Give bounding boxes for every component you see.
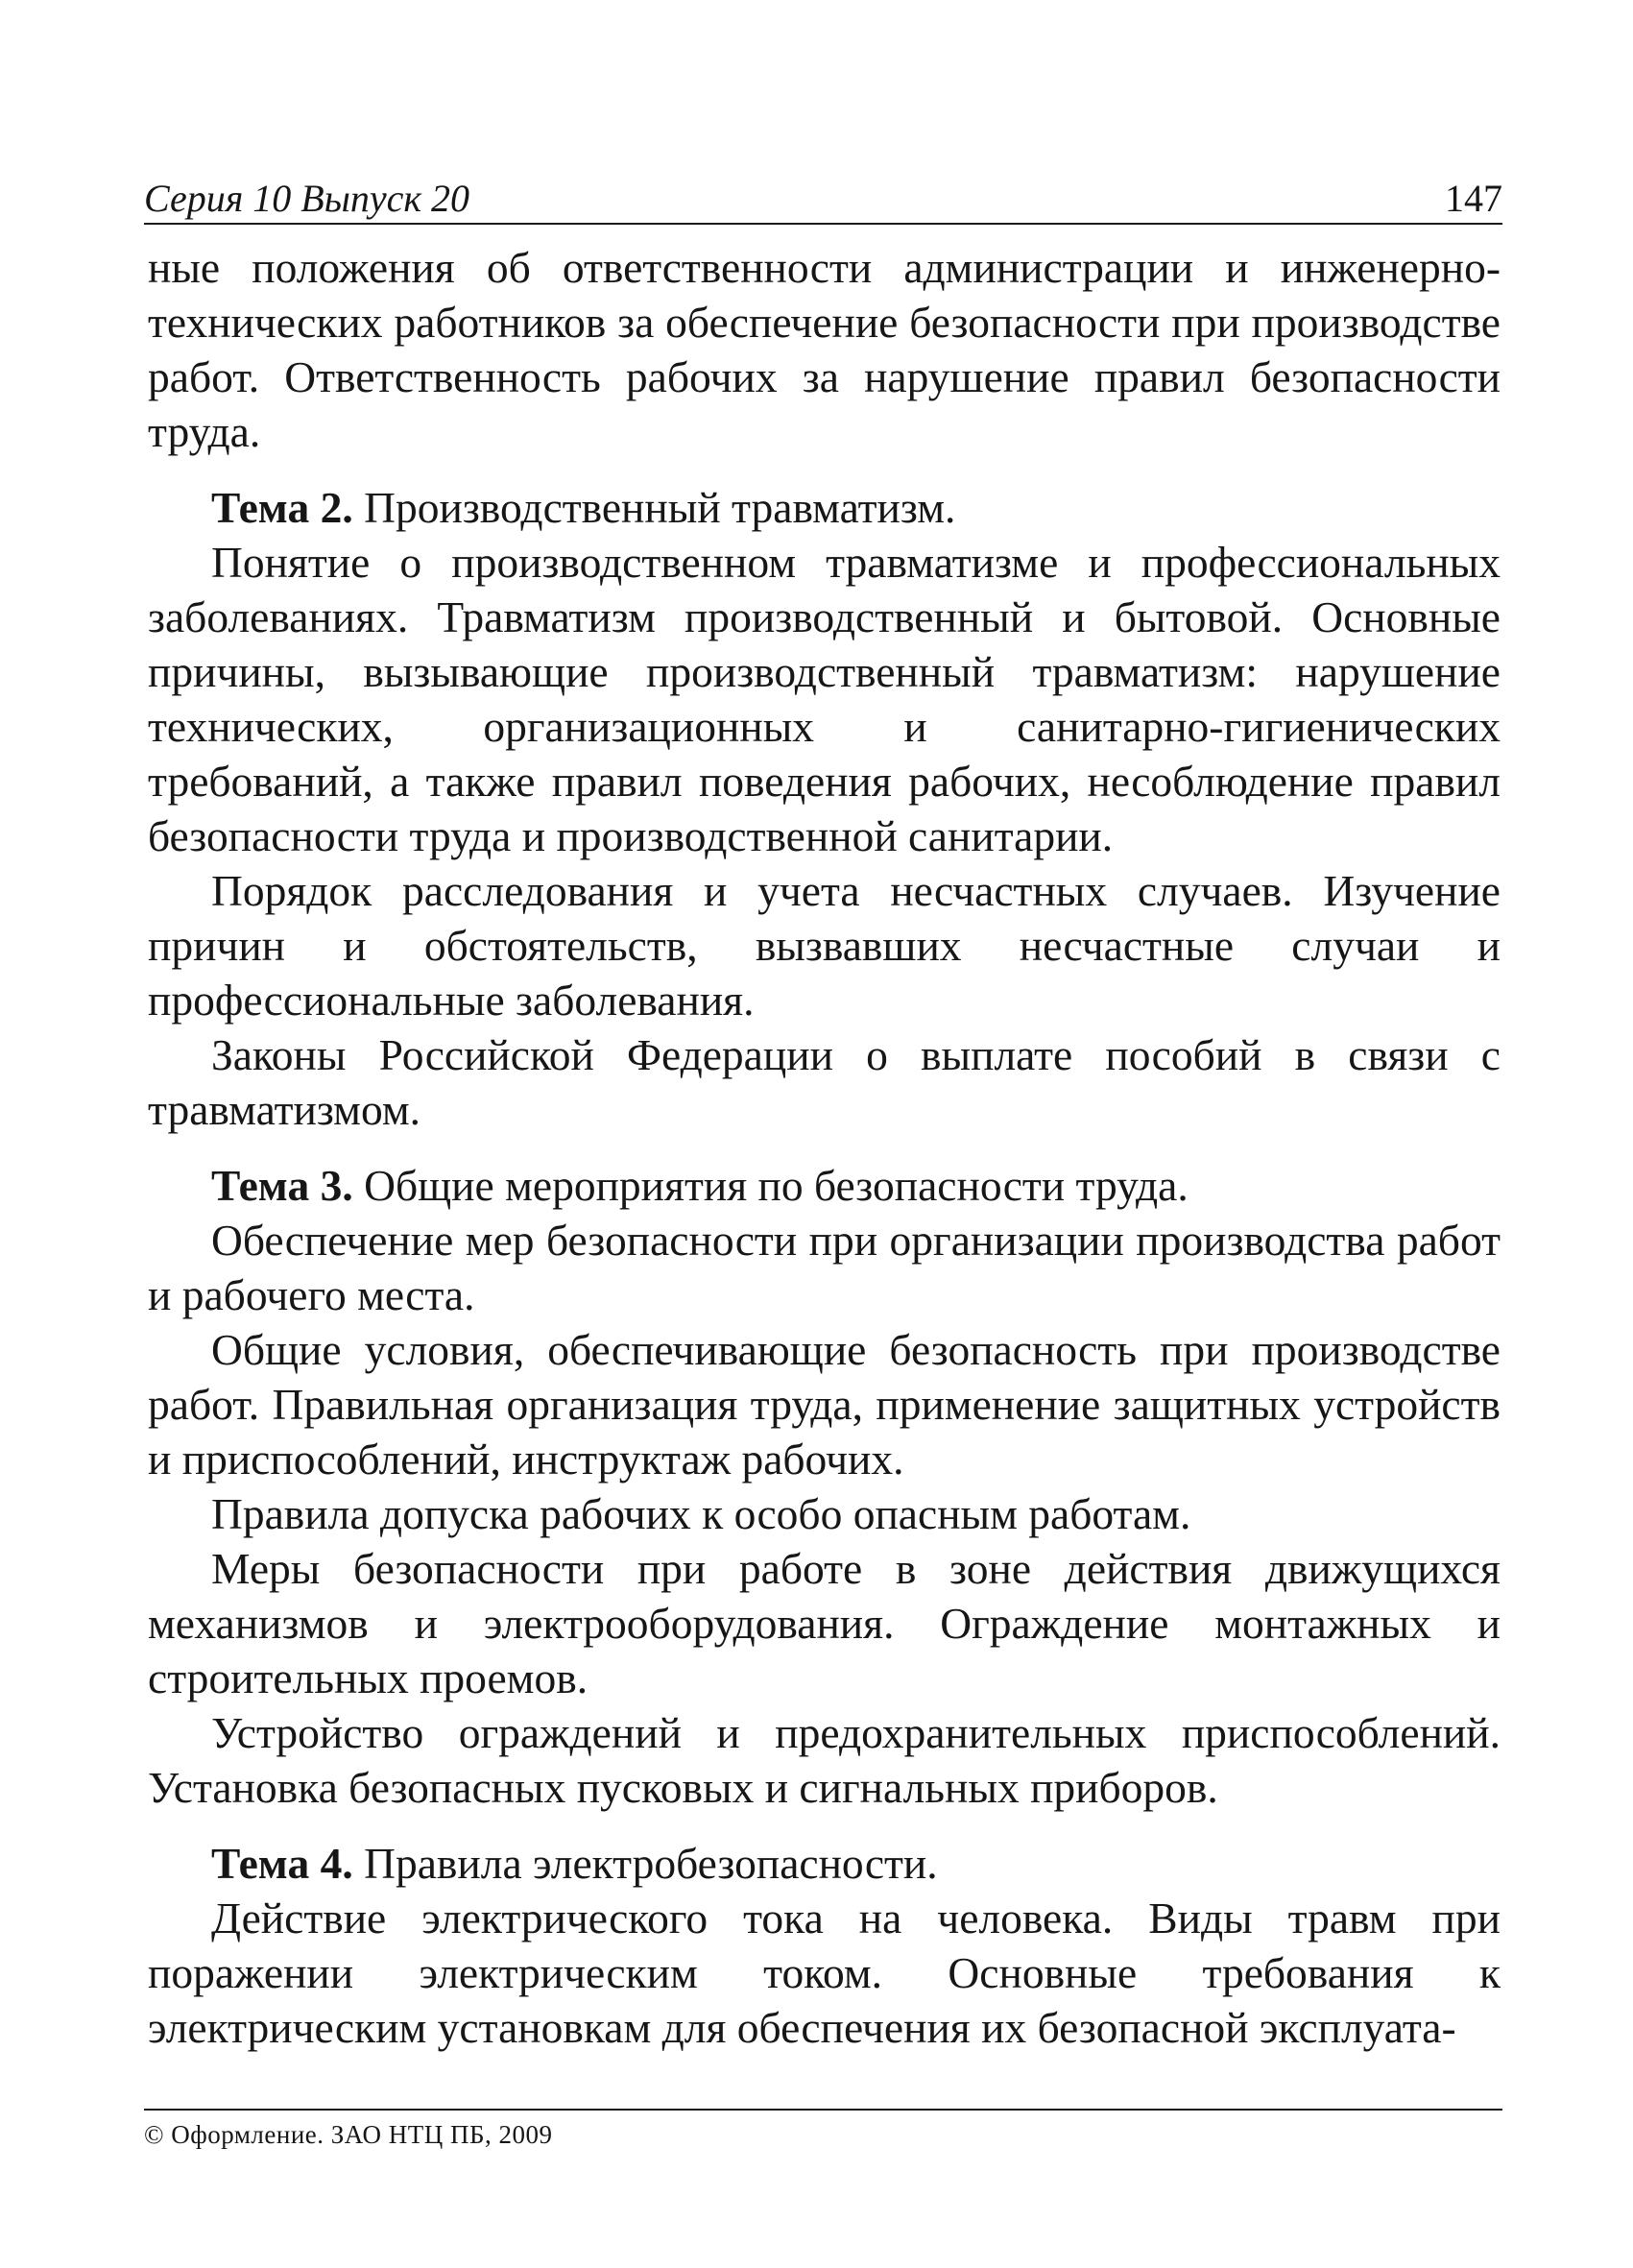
paragraph: Понятие о производственном травматизме и профессиональных заболеваниях. Травматизм производственный и бытовой. Основные причины, вызывающие производственный травматизм: нарушение технических, организационных и санитарно-гигиенических требований, а также правил поведения рабочих, несоблюдение правил безопасности труда и производственной санитарии. — [148, 538, 1501, 860]
running-head — [144, 175, 1502, 225]
body-text — [148, 240, 1501, 2055]
paragraph: Обеспечение мер безопасности при организации производства работ и рабочего места. — [148, 1216, 1501, 1319]
topic-label: Тема 2. — [211, 483, 353, 532]
paragraph: Устройство ограждений и предохранительных приспособлений. Установка безопасных пусковых и сигнальных приборов. — [148, 1708, 1501, 1812]
paragraph: Порядок расследования и учета несчастных случаев. Изучение причин и обстоятельств, вызвавших несчастные случаи и профессиональные заболевания. — [148, 866, 1501, 1025]
topic-label: Тема 4. — [211, 1839, 353, 1888]
topic-heading — [148, 1158, 1501, 1213]
footer-rule — [144, 2109, 1502, 2111]
paragraph: Действие электрического тока на человека. Виды травм при поражении электрическим током. Основные требования к электрическим установкам для обеспечения их безопасной эксплуата- — [148, 1894, 1501, 2052]
paragraph: Правила допуска рабочих к особо опасным работам. — [211, 1489, 1191, 1538]
topic-label: Тема 3. — [211, 1161, 353, 1210]
paragraph-continuation: ные положения об ответственности администрации и инженерно-технических работников за обеспечение безопасности при производстве работ. Ответственность рабочих за нарушение правил безопасности труда. — [148, 243, 1501, 456]
topic-title: Общие мероприятия по безопасности труда. — [364, 1161, 1189, 1210]
topic-title: Производственный травматизм. — [364, 483, 956, 532]
page-number: 147 — [1445, 177, 1502, 220]
paragraph: Меры безопасности при работе в зоне действия движущихся механизмов и электрооборудования. Ограждение монтажных и строительных проемов. — [148, 1544, 1501, 1702]
copyright-footer: © Оформление. ЗАО НТЦ ПБ, 2009 — [144, 2120, 553, 2149]
paragraph: Законы Российской Федерации о выплате пособий в связи с травматизмом. — [148, 1030, 1501, 1134]
topic-heading — [148, 480, 1501, 535]
topic-heading — [148, 1836, 1501, 1891]
paragraph: Общие условия, обеспечивающие безопасность при производстве работ. Правильная организация труда, применение защитных устройств и приспособлений, инструктаж рабочих. — [148, 1325, 1501, 1484]
topic-title: Правила электробезопасности. — [364, 1839, 938, 1888]
series-issue-label: Серия 10 Выпуск 20 — [144, 177, 470, 220]
